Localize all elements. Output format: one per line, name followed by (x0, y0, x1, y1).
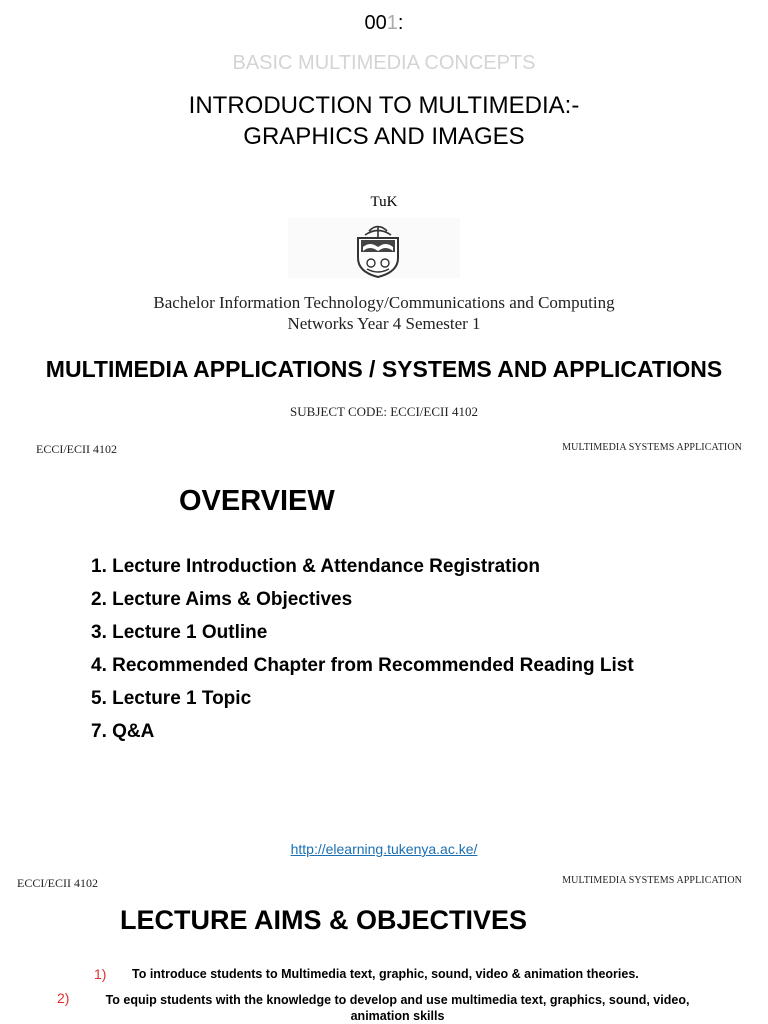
overview-header-code: ECCI/ECII 4102 (36, 442, 117, 456)
overview-item: 5. Lecture 1 Topic (91, 688, 252, 709)
overview-item: 1. Lecture Introduction & Attendance Registration (91, 556, 541, 577)
aims-header-course: MULTIMEDIA SYSTEMS APPLICATION (562, 875, 742, 886)
lecture-number (0, 12, 768, 35)
main-title-line-1: INTRODUCTION TO MULTIMEDIA:- (188, 92, 580, 119)
objective-number: 2) (57, 990, 70, 1006)
tuk-crest-icon (355, 222, 401, 278)
overview-item: 7. Q&A (91, 721, 155, 742)
institution-name: TuK (370, 194, 398, 210)
elearning-link[interactable]: http://elearning.tukenya.ac.ke/ (290, 841, 478, 857)
aims-header-code: ECCI/ECII 4102 (17, 876, 98, 890)
overview-title: OVERVIEW (179, 485, 335, 517)
overview-item: 4. Recommended Chapter from Recommended Reading List (91, 655, 634, 676)
lecture-number-prefix: 00 (364, 12, 387, 34)
subject-code: SUBJECT CODE: ECCI/ECII 4102 (290, 404, 478, 419)
course-title: MULTIMEDIA APPLICATIONS / SYSTEMS AND APPLICATIONS (45, 356, 723, 382)
overview-item: 3. Lecture 1 Outline (91, 622, 268, 643)
overview-header-course: MULTIMEDIA SYSTEMS APPLICATION (562, 442, 742, 453)
programme-line-2: Networks Year 4 Semester 1 (287, 314, 481, 333)
main-title-line-2: GRAPHICS AND IMAGES (243, 123, 525, 150)
section-title: BASIC MULTIMEDIA CONCEPTS (232, 52, 536, 74)
objective-text: To introduce students to Multimedia text, graphic, sound, video & animation theories. (132, 967, 639, 981)
lecture-number-suffix: : (397, 12, 404, 34)
aims-title: LECTURE AIMS & OBJECTIVES (120, 905, 528, 935)
elearning-link-container (0, 841, 768, 857)
programme-description (0, 292, 768, 334)
objective-text: To equip students with the knowledge to develop and use multimedia text, graphics, sound, video, animation skills (105, 993, 690, 1023)
lecture-number-digit: 1 (386, 12, 398, 34)
overview-list (91, 550, 634, 748)
objective-number: 1) (94, 966, 107, 982)
overview-item: 2. Lecture Aims & Objectives (91, 589, 353, 610)
programme-line-1: Bachelor Information Technology/Communications and Computing (153, 293, 615, 312)
main-title (0, 90, 768, 152)
